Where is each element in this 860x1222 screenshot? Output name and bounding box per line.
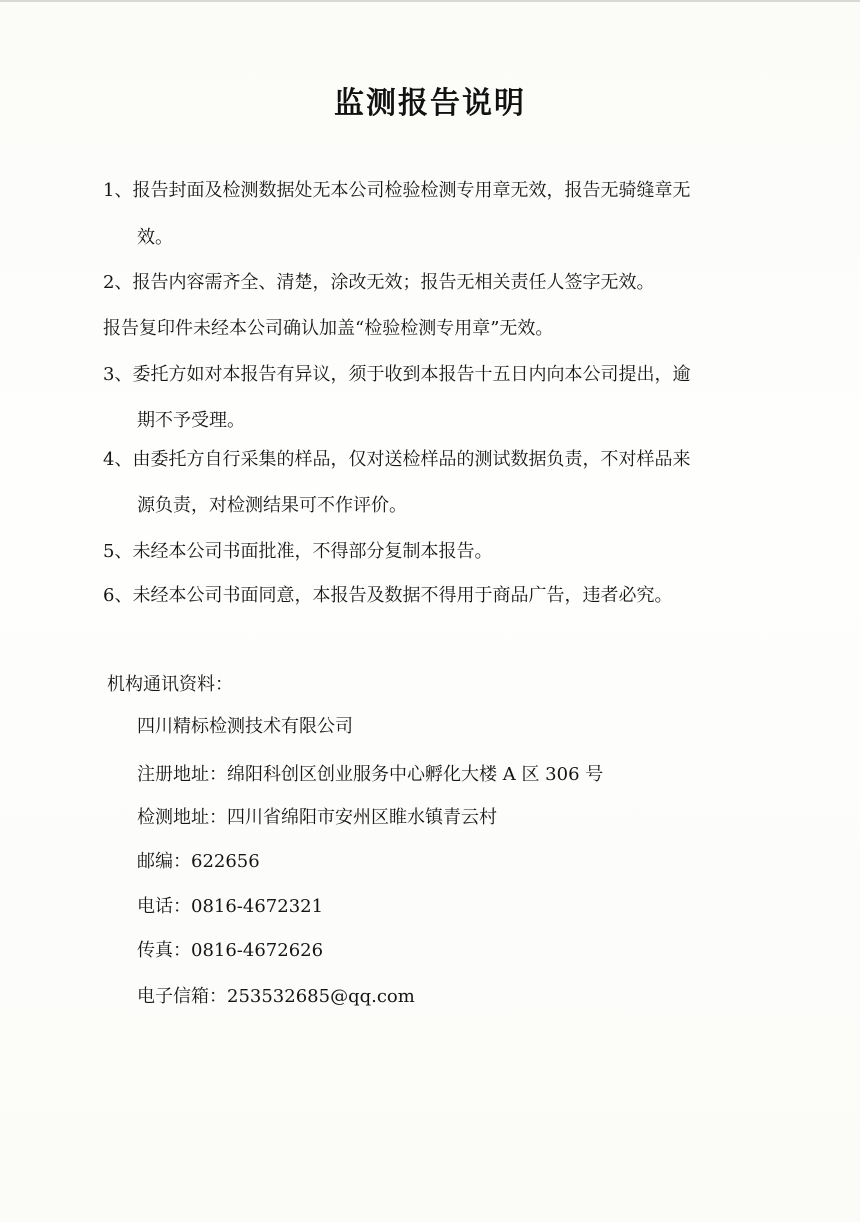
contact-company: 四川精标检测技术有限公司 [137,716,353,737]
item-1-line-1: 1、报告封面及检测数据处无本公司检验检测专用章无效，报告无骑缝章无 [103,180,691,201]
contact-email: 电子信箱：253532685@qq.com [137,986,415,1007]
item-1-line-2: 效。 [137,227,173,248]
item-3-line-1: 3、委托方如对本报告有异议，须于收到本报告十五日内向本公司提出，逾 [103,364,691,385]
item-3-line-2: 期不予受理。 [137,410,245,431]
contact-fax: 传真：0816-4672626 [137,940,324,961]
item-2-line-2: 报告复印件未经本公司确认加盖“检验检测专用章”无效。 [103,318,554,339]
item-2-line-1: 2、报告内容需齐全、清楚，涂改无效；报告无相关责任人签字无效。 [103,272,655,293]
item-5-line: 5、未经本公司书面批准，不得部分复制本报告。 [103,541,493,562]
contact-phone: 电话：0816-4672321 [137,896,324,917]
item-6-line: 6、未经本公司书面同意，本报告及数据不得用于商品广告，违者必究。 [103,585,673,606]
contact-heading: 机构通讯资料： [107,674,233,695]
item-4-line-2: 源负责，对检测结果可不作评价。 [137,495,407,516]
item-4-line-1: 4、由委托方自行采集的样品，仅对送检样品的测试数据负责，不对样品来 [103,449,691,470]
contact-testing-address: 检测地址：四川省绵阳市安州区睢水镇青云村 [137,807,497,828]
contact-registered-address: 注册地址：绵阳科创区创业服务中心孵化大楼 A 区 306 号 [137,764,604,785]
contact-postcode: 邮编：622656 [137,851,260,872]
page-title: 监测报告说明 [334,86,526,121]
